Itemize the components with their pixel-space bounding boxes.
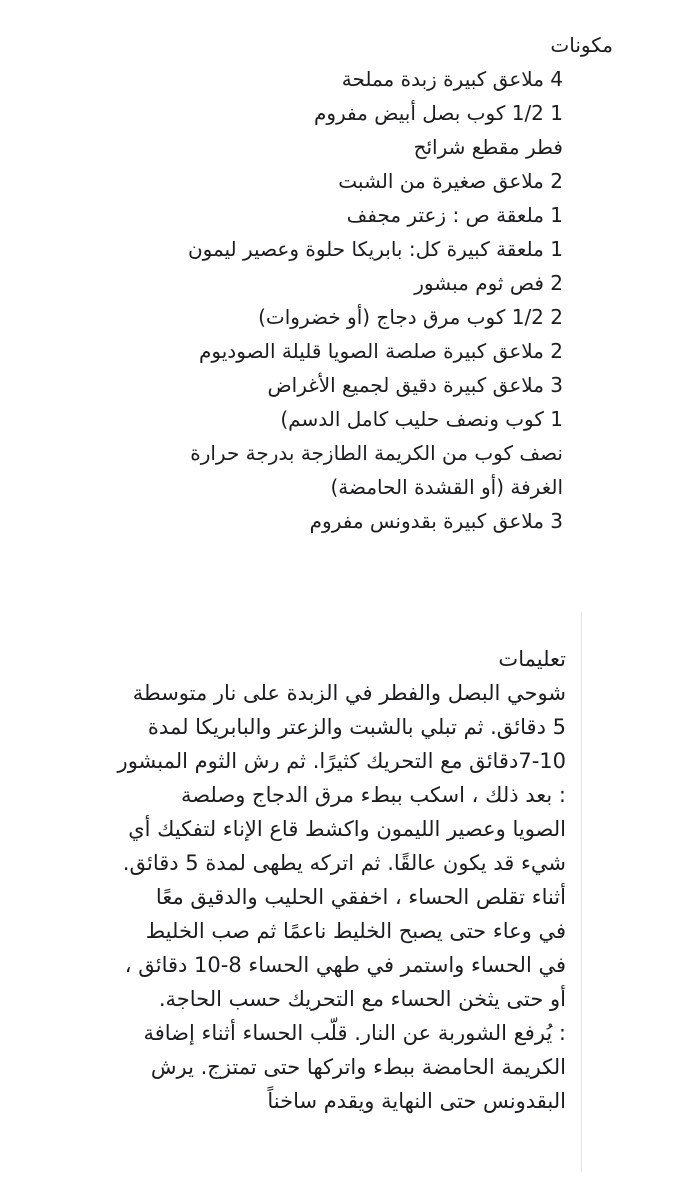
- vertical-divider: [581, 612, 582, 1172]
- ingredient-item: 4 ملاعق كبيرة زبدة مملحة: [341, 67, 563, 91]
- instruction-line: : يُرفع الشوربة عن النار. قلّب الحساء أثناء إضافة: [143, 1021, 566, 1045]
- instruction-line: 7-10دقائق مع التحريك كثيرًا. ثم رش الثوم المبشور: [117, 749, 566, 773]
- ingredient-item: 1 1/2 كوب بصل أبيض مفروم: [313, 101, 563, 125]
- ingredient-item: فطر مقطع شرائح: [413, 135, 563, 159]
- instruction-line: أو حتى يثخن الحساء مع التحريك حسب الحاجة.: [158, 987, 566, 1011]
- instruction-line: شوحي البصل والفطر في الزبدة على نار متوسطة: [132, 681, 566, 705]
- ingredient-item: 1 كوب ونصف حليب كامل الدسم): [280, 407, 563, 431]
- instruction-line: في الحساء واستمر في طهي الحساء 8-10 دقائق ،: [124, 953, 566, 977]
- ingredient-item: 1 ملعقة كبيرة كل: بابريكا حلوة وعصير ليمون: [187, 237, 563, 261]
- instruction-line: أثناء تقلص الحساء ، اخفقي الحليب والدقيق معًا: [155, 885, 566, 909]
- instructions-heading: تعليمات: [498, 647, 566, 671]
- ingredient-item: 3 ملاعق كبيرة دقيق لجميع الأغراض: [267, 373, 563, 397]
- ingredients-section: [93, 28, 613, 538]
- ingredient-item: 2 ملاعق صغيرة من الشبت: [338, 169, 563, 193]
- ingredient-item: 2 ملاعق كبيرة صلصة الصويا قليلة الصوديوم: [199, 339, 563, 363]
- instruction-line: الصويا وعصير الليمون واكشط قاع الإناء لتفكيك أي: [128, 817, 566, 841]
- instruction-line: في وعاء حتى يصبح الخليط ناعمًا ثم صب الخليط: [145, 919, 566, 943]
- instruction-line: : بعد ذلك ، اسكب ببطء مرق الدجاج وصلصة: [180, 783, 566, 807]
- instructions-section: [86, 642, 566, 1118]
- ingredients-heading: مكونات: [550, 33, 613, 57]
- instruction-line: 5 دقائق. ثم تبلي بالشبت والزعتر والبابريكا لمدة: [147, 715, 566, 739]
- instruction-line: الكريمة الحامضة ببطء واتركها حتى تمتزج. يرش: [150, 1055, 566, 1079]
- ingredient-item: نصف كوب من الكريمة الطازجة بدرجة حرارة الغرفة (أو القشدة الحامضة): [190, 441, 563, 499]
- ingredient-item: 3 ملاعق كبيرة بقدونس مفروم: [309, 509, 563, 533]
- instruction-line: البقدونس حتى النهاية ويقدم ساخناً: [267, 1089, 566, 1113]
- ingredient-item: 2 فص ثوم مبشور: [414, 271, 563, 295]
- instruction-line: شيء قد يكون عالقًا. ثم اتركه يطهى لمدة 5 دقائق.: [122, 851, 566, 875]
- ingredient-item: 2 1/2 كوب مرق دجاج (أو خضروات): [258, 305, 563, 329]
- ingredient-item: 1 ملعقة ص : زعتر مجفف: [346, 203, 563, 227]
